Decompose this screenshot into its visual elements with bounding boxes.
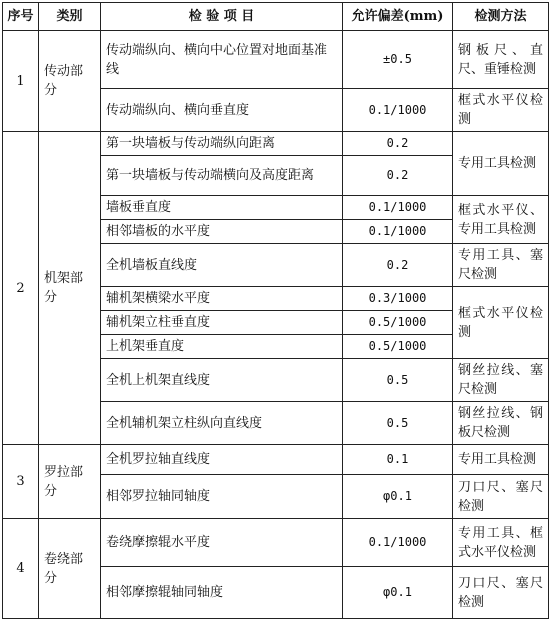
method-cell: 专用工具检测	[453, 445, 549, 475]
tolerance-cell: 0.2	[343, 244, 453, 287]
method-cell: 专用工具检测	[453, 132, 549, 196]
tolerance-cell: φ0.1	[343, 475, 453, 519]
group-category: 卷绕部分	[39, 519, 101, 619]
item-cell: 相邻罗拉轴同轴度	[101, 475, 343, 519]
tolerance-cell: 0.5	[343, 359, 453, 402]
tolerance-cell: 0.1	[343, 445, 453, 475]
method-cell: 刀口尺、塞尺检测	[453, 475, 549, 519]
method-cell: 框式水平仪检测	[453, 89, 549, 132]
method-cell: 钢丝拉线、塞尺检测	[453, 359, 549, 402]
method-cell: 专用工具、框式水平仪检测	[453, 519, 549, 567]
method-cell: 框式水平仪、专用工具检测	[453, 196, 549, 244]
item-cell: 全机墙板直线度	[101, 244, 343, 287]
tolerance-cell: 0.5	[343, 402, 453, 445]
method-cell: 专用工具、塞尺检测	[453, 244, 549, 287]
tolerance-cell: 0.2	[343, 132, 453, 156]
tolerance-cell: 0.1/1000	[343, 519, 453, 567]
method-cell: 刀口尺、塞尺检测	[453, 567, 549, 619]
tolerance-cell: 0.1/1000	[343, 196, 453, 220]
item-cell: 传动端纵向、横向中心位置对地面基准线	[101, 31, 343, 89]
header-category: 类别	[39, 3, 101, 31]
group-no: 3	[3, 445, 39, 519]
group-no: 4	[3, 519, 39, 619]
tolerance-cell: ±0.5	[343, 31, 453, 89]
group-category: 传动部分	[39, 31, 101, 132]
table-row	[3, 31, 549, 89]
item-cell: 相邻墙板的水平度	[101, 220, 343, 244]
group-no: 1	[3, 31, 39, 132]
tolerance-cell: 0.2	[343, 156, 453, 196]
tolerance-cell: φ0.1	[343, 567, 453, 619]
item-cell: 墙板垂直度	[101, 196, 343, 220]
item-cell: 全机罗拉轴直线度	[101, 445, 343, 475]
tolerance-cell: 0.5/1000	[343, 335, 453, 359]
table-row	[3, 132, 549, 156]
header-tolerance: 允许偏差(mm)	[343, 3, 453, 31]
header-method: 检测方法	[453, 3, 549, 31]
method-cell: 框式水平仪检测	[453, 287, 549, 359]
group-category: 机架部分	[39, 132, 101, 445]
header-no: 序号	[3, 3, 39, 31]
item-cell: 第一块墙板与传动端横向及高度距离	[101, 156, 343, 196]
header-item: 检 验 项 目	[101, 3, 343, 31]
item-cell: 卷绕摩擦辊水平度	[101, 519, 343, 567]
tolerance-cell: 0.5/1000	[343, 311, 453, 335]
item-cell: 辅机架横梁水平度	[101, 287, 343, 311]
group-category: 罗拉部分	[39, 445, 101, 519]
item-cell: 全机辅机架立柱纵向直线度	[101, 402, 343, 445]
item-cell: 相邻摩擦辊轴同轴度	[101, 567, 343, 619]
item-cell: 第一块墙板与传动端纵向距离	[101, 132, 343, 156]
table-row	[3, 519, 549, 567]
inspection-table	[2, 2, 549, 619]
table-row	[3, 445, 549, 475]
item-cell: 辅机架立柱垂直度	[101, 311, 343, 335]
item-cell: 传动端纵向、横向垂直度	[101, 89, 343, 132]
group-no: 2	[3, 132, 39, 445]
item-cell: 上机架垂直度	[101, 335, 343, 359]
tolerance-cell: 0.3/1000	[343, 287, 453, 311]
tolerance-cell: 0.1/1000	[343, 89, 453, 132]
tolerance-cell: 0.1/1000	[343, 220, 453, 244]
item-cell: 全机上机架直线度	[101, 359, 343, 402]
header-row	[3, 3, 549, 31]
method-cell: 钢丝拉线、钢板尺检测	[453, 402, 549, 445]
method-cell: 钢板尺、直尺、重锤检测	[453, 31, 549, 89]
